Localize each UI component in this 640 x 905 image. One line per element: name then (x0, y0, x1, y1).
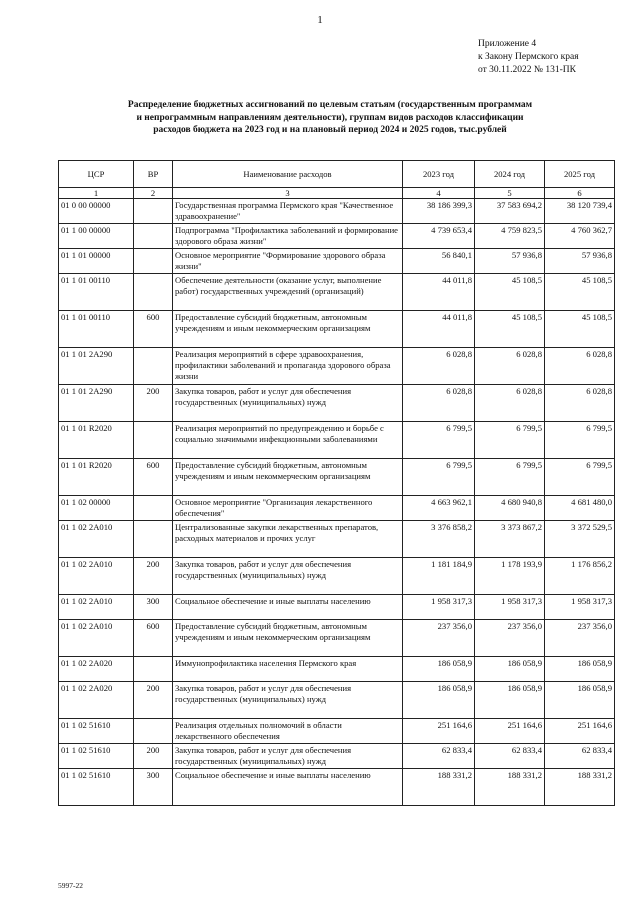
row-csr: 01 1 02 00000 (59, 496, 134, 521)
table-row (59, 459, 615, 496)
table-row (59, 224, 615, 249)
footer-code: 5997-22 (58, 881, 83, 890)
row-value-2025: 45 108,5 (545, 274, 615, 311)
header-2024: 2024 год (475, 161, 545, 188)
row-csr: 01 1 01 R2020 (59, 459, 134, 496)
row-value-2023: 6 799,5 (403, 459, 475, 496)
row-csr: 01 0 00 00000 (59, 199, 134, 224)
row-name: Закупка товаров, работ и услуг для обеспечения государственных (муниципальных) нужд (173, 558, 403, 595)
col-number: 6 (545, 188, 615, 199)
row-name: Реализация мероприятий в сфере здравоохранения, профилактики заболеваний и пропаганда здорового образа жизни (173, 348, 403, 385)
header-2025: 2025 год (545, 161, 615, 188)
row-name: Реализация мероприятий по предупреждению и борьбе с социально значимыми инфекционными заболеваниями (173, 422, 403, 459)
row-value-2023: 1 181 184,9 (403, 558, 475, 595)
row-name: Закупка товаров, работ и услуг для обеспечения государственных (муниципальных) нужд (173, 682, 403, 719)
row-name: Социальное обеспечение и иные выплаты населению (173, 595, 403, 620)
row-value-2023: 4 663 962,1 (403, 496, 475, 521)
row-value-2024: 37 583 694,2 (475, 199, 545, 224)
row-vr: 600 (134, 620, 173, 657)
row-value-2025: 1 958 317,3 (545, 595, 615, 620)
table-row (59, 620, 615, 657)
row-value-2025: 188 331,2 (545, 769, 615, 806)
row-value-2025: 4 760 362,7 (545, 224, 615, 249)
document-title (100, 99, 560, 137)
row-value-2024: 57 936,8 (475, 249, 545, 274)
row-value-2024: 45 108,5 (475, 274, 545, 311)
row-csr: 01 1 02 2А020 (59, 682, 134, 719)
row-name: Иммунопрофилактика населения Пермского края (173, 657, 403, 682)
header-name: Наименование расходов (173, 161, 403, 188)
row-vr (134, 719, 173, 744)
column-number-row (59, 188, 615, 199)
row-value-2023: 186 058,9 (403, 657, 475, 682)
appendix-line-1: Приложение 4 (478, 39, 537, 49)
row-value-2025: 186 058,9 (545, 682, 615, 719)
row-vr (134, 422, 173, 459)
row-csr: 01 1 02 2А010 (59, 521, 134, 558)
row-value-2023: 186 058,9 (403, 682, 475, 719)
row-vr (134, 521, 173, 558)
row-value-2024: 237 356,0 (475, 620, 545, 657)
table-row (59, 422, 615, 459)
row-vr (134, 224, 173, 249)
table-row (59, 521, 615, 558)
row-value-2025: 6 799,5 (545, 422, 615, 459)
title-line-1: Распределение бюджетных ассигнований по целевым статьям (государственным программам (127, 100, 533, 110)
row-value-2025: 4 681 480,0 (545, 496, 615, 521)
row-vr: 600 (134, 459, 173, 496)
table-row (59, 311, 615, 348)
row-vr (134, 496, 173, 521)
row-value-2024: 6 799,5 (475, 422, 545, 459)
row-csr: 01 1 01 2А290 (59, 385, 134, 422)
row-value-2024: 186 058,9 (475, 657, 545, 682)
row-value-2024: 6 028,8 (475, 348, 545, 385)
row-value-2024: 4 680 940,8 (475, 496, 545, 521)
row-value-2024: 1 178 193,9 (475, 558, 545, 595)
row-csr: 01 1 00 00000 (59, 224, 134, 249)
table-header-row (59, 161, 615, 188)
col-number: 3 (173, 188, 403, 199)
row-value-2023: 62 833,4 (403, 744, 475, 769)
budget-table (58, 160, 615, 806)
header-csr: ЦСР (59, 161, 134, 188)
row-value-2025: 6 028,8 (545, 385, 615, 422)
row-csr: 01 1 01 00000 (59, 249, 134, 274)
row-vr: 200 (134, 744, 173, 769)
row-value-2025: 1 176 856,2 (545, 558, 615, 595)
row-vr: 600 (134, 311, 173, 348)
title-line-2: и непрограммным направлениям деятельности), группам видов расходов классификации (136, 112, 524, 123)
row-value-2024: 188 331,2 (475, 769, 545, 806)
col-number: 1 (59, 188, 134, 199)
row-value-2024: 1 958 317,3 (475, 595, 545, 620)
row-value-2024: 251 164,6 (475, 719, 545, 744)
row-value-2023: 44 011,8 (403, 274, 475, 311)
row-vr: 300 (134, 595, 173, 620)
row-value-2024: 186 058,9 (475, 682, 545, 719)
row-value-2023: 6 028,8 (403, 348, 475, 385)
table-row (59, 274, 615, 311)
row-vr: 300 (134, 769, 173, 806)
row-value-2023: 4 739 653,4 (403, 224, 475, 249)
row-value-2023: 38 186 399,3 (403, 199, 475, 224)
row-name: Реализация отдельных полномочий в области лекарственного обеспечения (173, 719, 403, 744)
row-vr (134, 274, 173, 311)
row-value-2024: 45 108,5 (475, 311, 545, 348)
row-value-2024: 6 028,8 (475, 385, 545, 422)
row-name: Основное мероприятие "Организация лекарственного обеспечения" (173, 496, 403, 521)
row-name: Предоставление субсидий бюджетным, автономным учреждениям и иным некоммерческим организациям (173, 311, 403, 348)
row-value-2023: 3 376 858,2 (403, 521, 475, 558)
row-value-2024: 4 759 823,5 (475, 224, 545, 249)
table-row (59, 249, 615, 274)
table-row (59, 496, 615, 521)
row-value-2023: 56 840,1 (403, 249, 475, 274)
row-value-2025: 38 120 739,4 (545, 199, 615, 224)
row-value-2023: 251 164,6 (403, 719, 475, 744)
row-vr (134, 657, 173, 682)
table-row (59, 558, 615, 595)
table-row (59, 682, 615, 719)
row-vr (134, 348, 173, 385)
row-name: Закупка товаров, работ и услуг для обеспечения государственных (муниципальных) нужд (173, 744, 403, 769)
row-value-2023: 6 028,8 (403, 385, 475, 422)
row-value-2024: 3 373 867,2 (475, 521, 545, 558)
page-number: 1 (317, 14, 323, 26)
appendix-line-2: к Закону Пермского края (478, 52, 579, 62)
row-value-2025: 62 833,4 (545, 744, 615, 769)
table-row (59, 657, 615, 682)
row-vr: 200 (134, 385, 173, 422)
appendix-block (478, 38, 579, 77)
row-name: Социальное обеспечение и иные выплаты населению (173, 769, 403, 806)
row-value-2025: 186 058,9 (545, 657, 615, 682)
row-csr: 01 1 02 51610 (59, 769, 134, 806)
row-value-2023: 6 799,5 (403, 422, 475, 459)
table-row (59, 385, 615, 422)
appendix-line-3: от 30.11.2022 № 131-ПК (478, 65, 576, 75)
row-name: Подпрограмма "Профилактика заболеваний и формирование здорового образа жизни" (173, 224, 403, 249)
row-value-2023: 44 011,8 (403, 311, 475, 348)
row-vr: 200 (134, 682, 173, 719)
row-csr: 01 1 01 00110 (59, 274, 134, 311)
row-value-2025: 45 108,5 (545, 311, 615, 348)
row-vr (134, 199, 173, 224)
row-csr: 01 1 02 2А010 (59, 558, 134, 595)
row-name: Предоставление субсидий бюджетным, автономным учреждениям и иным некоммерческим организациям (173, 620, 403, 657)
row-value-2025: 251 164,6 (545, 719, 615, 744)
row-csr: 01 1 02 2А010 (59, 595, 134, 620)
title-line-3: расходов бюджета на 2023 год и на плановый период 2024 и 2025 годов, тыс.рублей (153, 125, 507, 135)
col-number: 5 (475, 188, 545, 199)
col-number: 2 (134, 188, 173, 199)
row-name: Государственная программа Пермского края "Качественное здравоохранение" (173, 199, 403, 224)
row-value-2025: 6 028,8 (545, 348, 615, 385)
row-vr (134, 249, 173, 274)
header-vr: ВР (134, 161, 173, 188)
table-row (59, 595, 615, 620)
table-row (59, 769, 615, 806)
row-csr: 01 1 02 51610 (59, 744, 134, 769)
row-vr: 200 (134, 558, 173, 595)
row-name: Централизованные закупки лекарственных препаратов, расходных материалов и прочих услуг (173, 521, 403, 558)
row-csr: 01 1 02 51610 (59, 719, 134, 744)
row-value-2025: 237 356,0 (545, 620, 615, 657)
row-csr: 01 1 01 2А290 (59, 348, 134, 385)
header-2023: 2023 год (403, 161, 475, 188)
row-value-2024: 62 833,4 (475, 744, 545, 769)
table-row (59, 199, 615, 224)
col-number: 4 (403, 188, 475, 199)
row-value-2025: 3 372 529,5 (545, 521, 615, 558)
row-value-2025: 6 799,5 (545, 459, 615, 496)
table-row (59, 348, 615, 385)
row-value-2024: 6 799,5 (475, 459, 545, 496)
row-name: Основное мероприятие "Формирование здорового образа жизни" (173, 249, 403, 274)
row-csr: 01 1 02 2А010 (59, 620, 134, 657)
row-csr: 01 1 01 R2020 (59, 422, 134, 459)
row-value-2023: 188 331,2 (403, 769, 475, 806)
row-name: Обеспечение деятельности (оказание услуг, выполнение работ) государственных учреждений (организаций) (173, 274, 403, 311)
row-csr: 01 1 02 2А020 (59, 657, 134, 682)
table-row (59, 744, 615, 769)
row-value-2023: 237 356,0 (403, 620, 475, 657)
table-row (59, 719, 615, 744)
row-name: Закупка товаров, работ и услуг для обеспечения государственных (муниципальных) нужд (173, 385, 403, 422)
row-value-2025: 57 936,8 (545, 249, 615, 274)
table-body (59, 199, 615, 806)
row-name: Предоставление субсидий бюджетным, автономным учреждениям и иным некоммерческим организациям (173, 459, 403, 496)
row-value-2023: 1 958 317,3 (403, 595, 475, 620)
row-csr: 01 1 01 00110 (59, 311, 134, 348)
